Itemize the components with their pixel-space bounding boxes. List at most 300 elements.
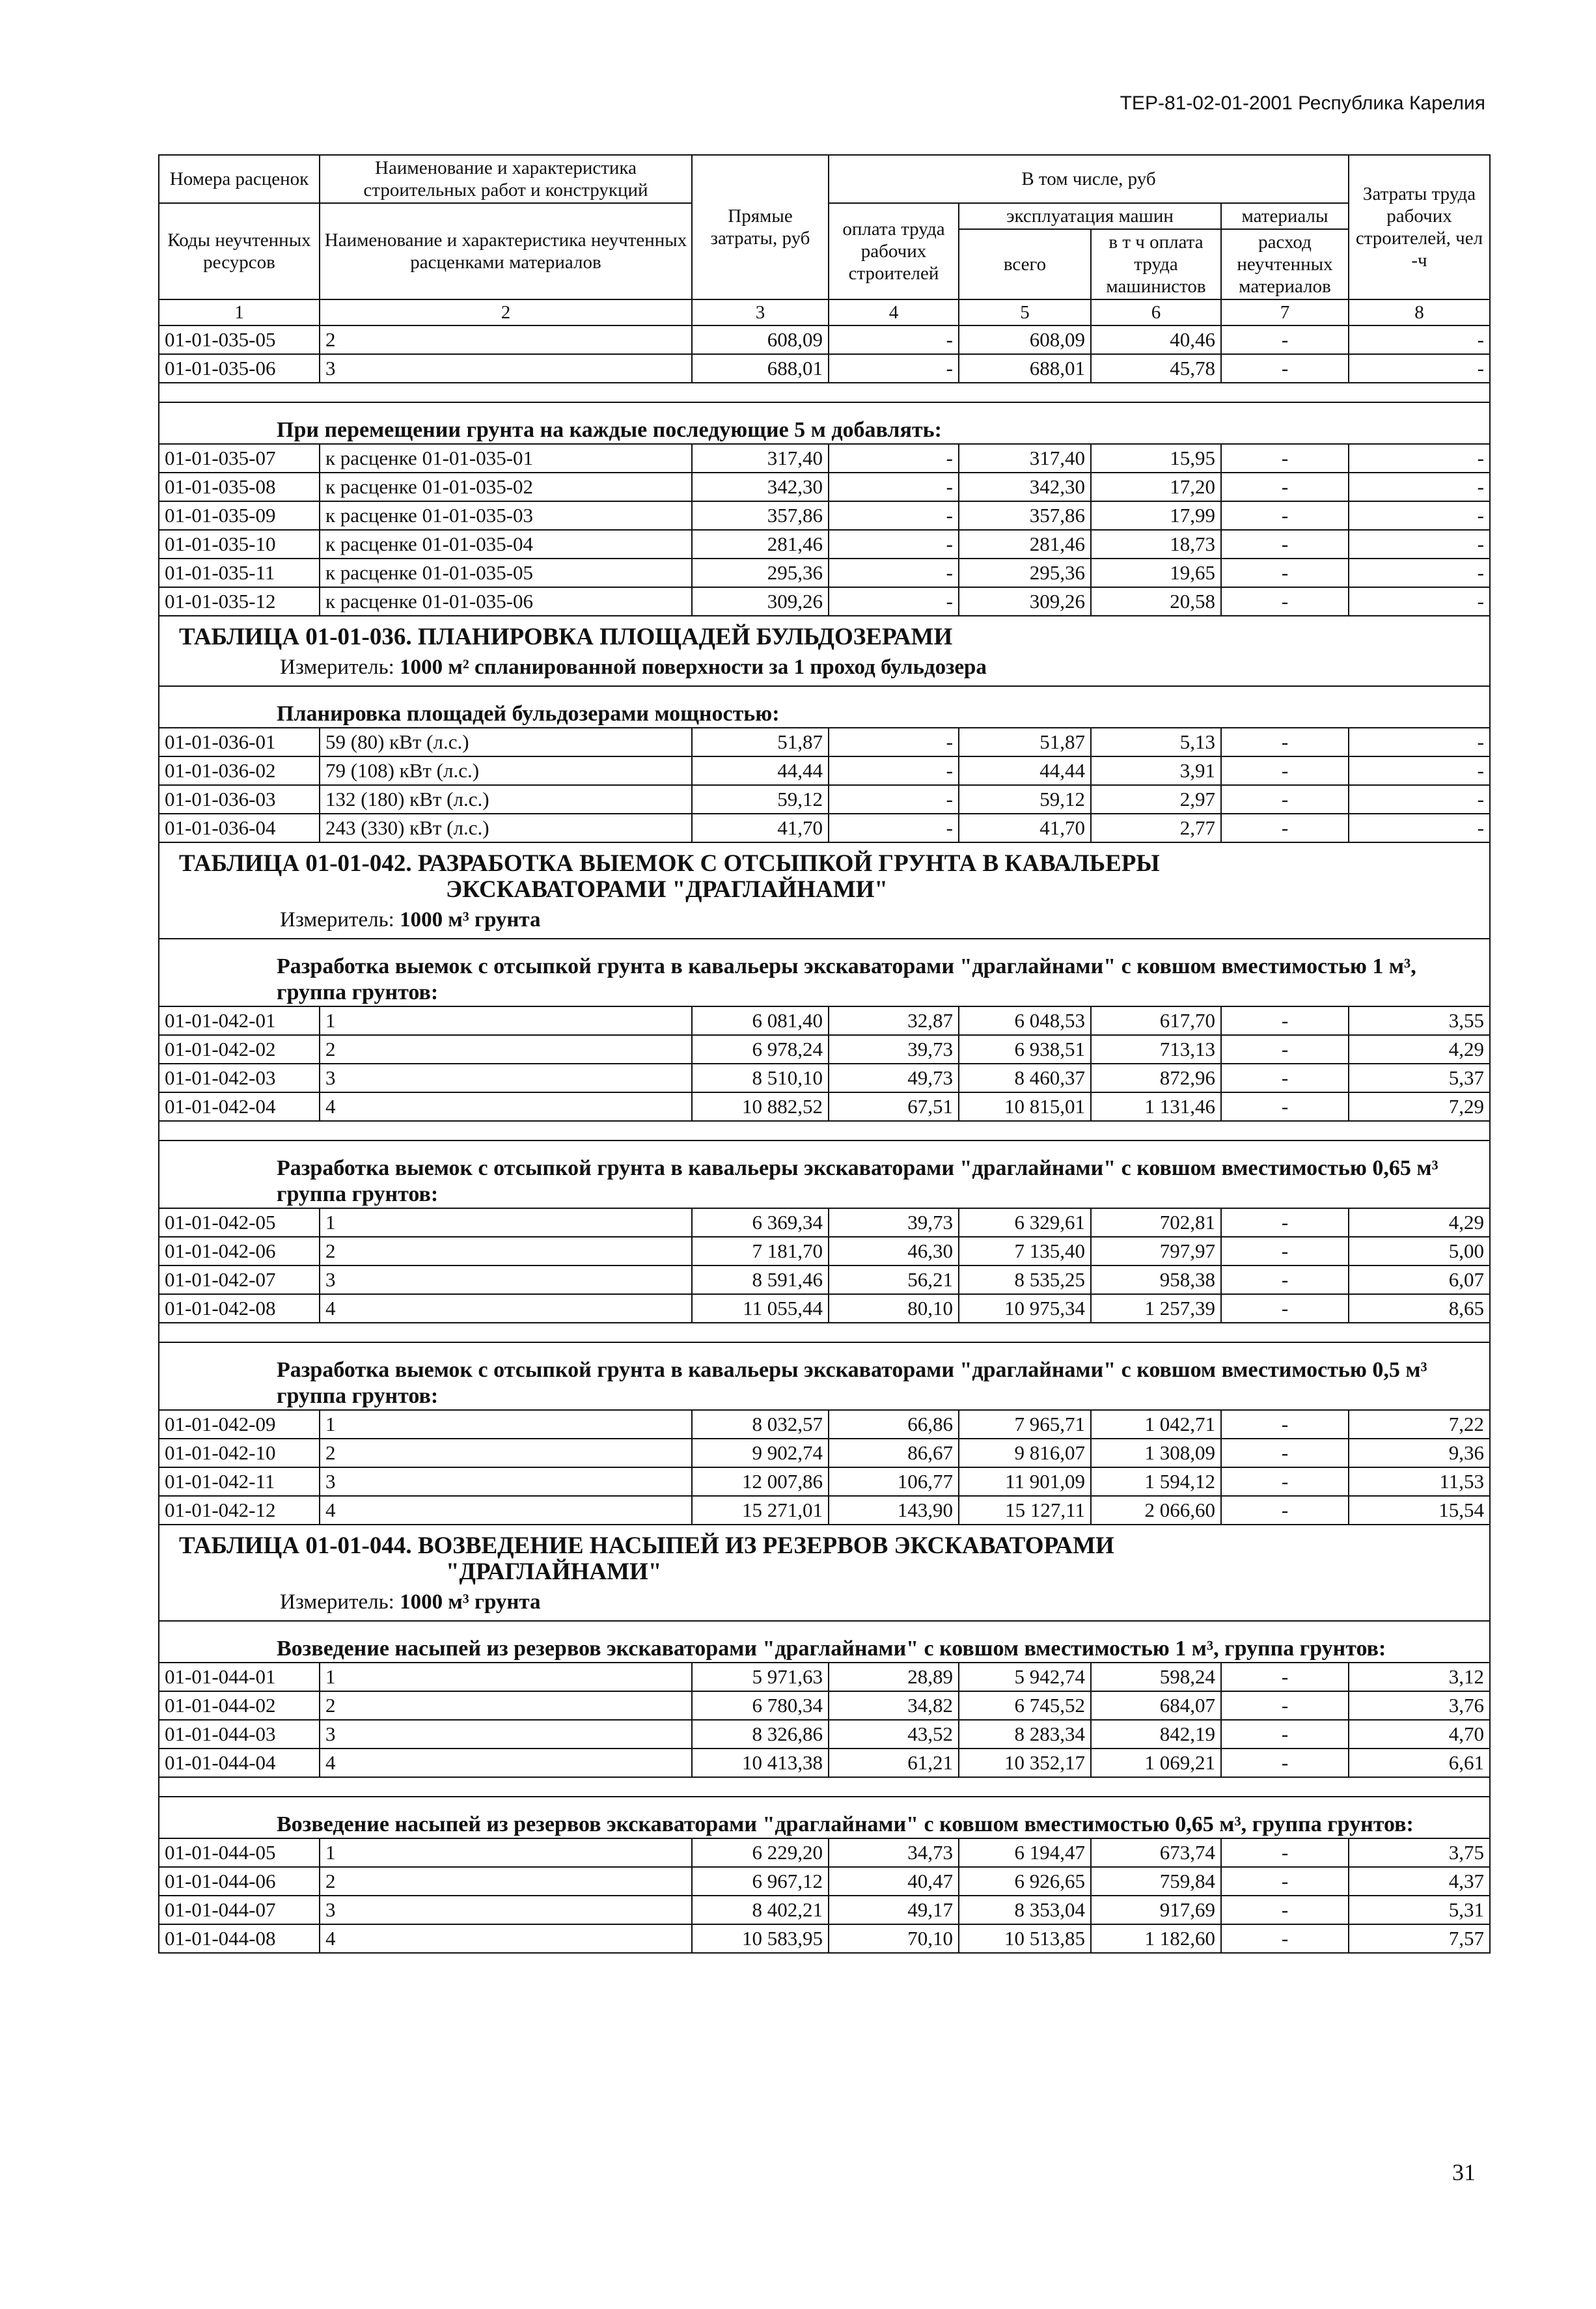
rate-code-cell: 01-01-044-06 [159,1867,320,1896]
materials-usage-cell: - [1221,785,1349,814]
machines-total-cell: 6 745,52 [959,1691,1091,1720]
col-index: 8 [1349,299,1490,325]
machines-total-cell: 10 352,17 [959,1749,1091,1777]
section-subtitle-cell [159,939,1490,1006]
table-row [159,530,1490,559]
labor-costs-cell: 4,37 [1349,1867,1490,1896]
workers-pay-cell: - [829,785,959,814]
operators-pay-cell: 19,65 [1091,559,1221,587]
materials-usage-cell: - [1221,1867,1349,1896]
machines-total-cell: 7 965,71 [959,1410,1091,1439]
workers-pay-cell: 86,67 [829,1439,959,1467]
table-row [159,728,1490,756]
operators-pay-cell: 917,69 [1091,1896,1221,1924]
table-row [159,1496,1490,1525]
direct-costs-cell: 309,26 [692,587,829,616]
rate-code-cell: 01-01-042-09 [159,1410,320,1439]
machines-total-cell: 6 048,53 [959,1006,1091,1035]
direct-costs-cell: 281,46 [692,530,829,559]
section-subtitle-cell [159,686,1490,728]
materials-usage-cell: - [1221,473,1349,501]
measure-unit [179,1585,1489,1620]
table-title: ТАБЛИЦА 01-01-042. РАЗРАБОТКА ВЫЕМОК С ОТСЫПКОЙ ГРУНТА В КАВАЛЬЕРЫ [179,850,1160,877]
direct-costs-cell: 317,40 [692,444,829,473]
table-row [159,1237,1490,1265]
direct-costs-cell: 59,12 [692,785,829,814]
rate-code-cell: 01-01-044-07 [159,1896,320,1924]
machines-total-cell: 6 938,51 [959,1035,1091,1064]
labor-costs-cell: - [1349,587,1490,616]
workers-pay-cell: - [829,559,959,587]
measure-unit [179,903,1489,938]
machines-total-cell: 10 975,34 [959,1294,1091,1323]
labor-costs-cell: 7,29 [1349,1092,1490,1121]
work-name-cell: 79 (108) кВт (л.с.) [320,756,692,785]
labor-costs-cell: 8,65 [1349,1294,1490,1323]
labor-costs-cell: - [1349,785,1490,814]
materials-usage-cell: - [1221,1691,1349,1720]
operators-pay-cell: 713,13 [1091,1035,1221,1064]
section-subtitle-row [159,1621,1490,1663]
col-resource-codes-header: Коды неучтенных ресурсов [159,203,320,299]
work-name-cell: к расценке 01-01-035-04 [320,530,692,559]
labor-costs-cell: 3,12 [1349,1663,1490,1691]
work-name-cell: 4 [320,1294,692,1323]
work-name-cell: 3 [320,1265,692,1294]
operators-pay-cell: 673,74 [1091,1838,1221,1867]
direct-costs-cell: 6 978,24 [692,1035,829,1064]
table-row [159,756,1490,785]
table-row [159,1691,1490,1720]
workers-pay-cell: - [829,473,959,501]
table-title: ТАБЛИЦА 01-01-044. ВОЗВЕДЕНИЕ НАСЫПЕЙ ИЗ РЕЗЕРВОВ ЭКСКАВАТОРАМИ [179,1532,1114,1559]
materials-usage-cell: - [1221,1838,1349,1867]
rate-code-cell: 01-01-035-08 [159,473,320,501]
rate-code-cell: 01-01-042-06 [159,1237,320,1265]
machines-total-cell: 7 135,40 [959,1237,1091,1265]
operators-pay-cell: 17,99 [1091,501,1221,530]
operators-pay-cell: 15,95 [1091,444,1221,473]
workers-pay-cell: - [829,530,959,559]
work-name-cell: 1 [320,1663,692,1691]
work-name-cell: 3 [320,1896,692,1924]
section-subtitle-cell [159,1141,1490,1208]
direct-costs-cell: 6 780,34 [692,1691,829,1720]
col-materials-header: материалы [1221,203,1349,229]
materials-usage-cell: - [1221,1496,1349,1525]
labor-costs-cell: 6,61 [1349,1749,1490,1777]
labor-costs-cell: - [1349,756,1490,785]
work-name-cell: 3 [320,1467,692,1496]
work-name-cell: 1 [320,1838,692,1867]
materials-usage-cell: - [1221,354,1349,383]
rate-code-cell: 01-01-042-12 [159,1496,320,1525]
direct-costs-cell: 688,01 [692,354,829,383]
labor-costs-cell: 7,57 [1349,1924,1490,1953]
workers-pay-cell: - [829,728,959,756]
table-title: ТАБЛИЦА 01-01-036. ПЛАНИРОВКА ПЛОЩАДЕЙ БУЛЬДОЗЕРАМИ [179,624,953,650]
table-row [159,814,1490,842]
direct-costs-cell: 295,36 [692,559,829,587]
workers-pay-cell: - [829,325,959,354]
machines-total-cell: 281,46 [959,530,1091,559]
table-row [159,1410,1490,1439]
work-name-cell: 1 [320,1410,692,1439]
machines-total-cell: 6 926,65 [959,1867,1091,1896]
operators-pay-cell: 1 182,60 [1091,1924,1221,1953]
col-workers-pay-header: оплата труда рабочих строителей [829,203,959,299]
work-name-cell: 4 [320,1749,692,1777]
spacer-cell [159,383,1490,402]
machines-total-cell: 44,44 [959,756,1091,785]
rate-code-cell: 01-01-042-11 [159,1467,320,1496]
operators-pay-cell: 20,58 [1091,587,1221,616]
machines-total-cell: 6 329,61 [959,1208,1091,1237]
direct-costs-cell: 8 510,10 [692,1064,829,1092]
workers-pay-cell: 49,17 [829,1896,959,1924]
table-row [159,473,1490,501]
operators-pay-cell: 958,38 [1091,1265,1221,1294]
materials-usage-cell: - [1221,1924,1349,1953]
machines-total-cell: 608,09 [959,325,1091,354]
work-name-cell: 243 (330) кВт (л.с.) [320,814,692,842]
labor-costs-cell: 9,36 [1349,1439,1490,1467]
labor-costs-cell: 4,70 [1349,1720,1490,1749]
labor-costs-cell: - [1349,473,1490,501]
col-group-header: В том числе, руб [829,155,1349,203]
operators-pay-cell: 759,84 [1091,1867,1221,1896]
labor-costs-cell: - [1349,325,1490,354]
measure-value: 1000 м² спланированной поверхности за 1 проход бульдозера [400,656,987,679]
section-subtitle-cell [159,402,1490,444]
workers-pay-cell: 46,30 [829,1237,959,1265]
table-header [159,155,1490,325]
workers-pay-cell: - [829,501,959,530]
rate-code-cell: 01-01-042-08 [159,1294,320,1323]
materials-usage-cell: - [1221,1749,1349,1777]
rate-code-cell: 01-01-044-01 [159,1663,320,1691]
materials-usage-cell: - [1221,1092,1349,1121]
table-title-continuation: ЭКСКАВАТОРАМИ "ДРАГЛАЙНАМИ" [446,876,888,903]
direct-costs-cell: 6 967,12 [692,1867,829,1896]
operators-pay-cell: 598,24 [1091,1663,1221,1691]
machines-total-cell: 15 127,11 [959,1496,1091,1525]
workers-pay-cell: 40,47 [829,1867,959,1896]
col-materials-name-header: Наименование и характеристика неучтенных расценками материалов [320,203,692,299]
work-name-cell: 4 [320,1092,692,1121]
work-name-cell: 59 (80) кВт (л.с.) [320,728,692,756]
table-row [159,1867,1490,1896]
operators-pay-cell: 702,81 [1091,1208,1221,1237]
operators-pay-cell: 1 308,09 [1091,1439,1221,1467]
direct-costs-cell: 51,87 [692,728,829,756]
col-index: 2 [320,299,692,325]
table-title-row [159,1525,1490,1621]
rate-code-cell: 01-01-036-01 [159,728,320,756]
rate-code-cell: 01-01-035-12 [159,587,320,616]
work-name-cell: к расценке 01-01-035-05 [320,559,692,587]
labor-costs-cell: - [1349,444,1490,473]
direct-costs-cell: 6 369,34 [692,1208,829,1237]
section-subtitle-row [159,939,1490,1006]
materials-usage-cell: - [1221,1265,1349,1294]
section-spacer [159,383,1490,402]
section-spacer [159,1323,1490,1342]
col-labor-costs-header: Затраты труда рабочих строителей, чел -ч [1349,155,1490,299]
materials-usage-cell: - [1221,1467,1349,1496]
workers-pay-cell: 28,89 [829,1663,959,1691]
section-subtitle: Разработка выемок с отсыпкой грунта в кавальеры экскаваторами "драглайнами" с ковшом вместимостью 0,65 м³ группа грунтов: [277,1156,1438,1206]
machines-total-cell: 342,30 [959,473,1091,501]
operators-pay-cell: 797,97 [1091,1237,1221,1265]
measure-label: Измеритель: [280,656,394,679]
materials-usage-cell: - [1221,1896,1349,1924]
operators-pay-cell: 3,91 [1091,756,1221,785]
direct-costs-cell: 10 882,52 [692,1092,829,1121]
workers-pay-cell: - [829,587,959,616]
operators-pay-cell: 684,07 [1091,1691,1221,1720]
table-title-block [159,616,1489,685]
machines-total-cell: 51,87 [959,728,1091,756]
table-row [159,1294,1490,1323]
table-row [159,1035,1490,1064]
machines-total-cell: 8 460,37 [959,1064,1091,1092]
col-direct-costs-header: Прямые затраты, руб [692,155,829,299]
section-subtitle: При перемещении грунта на каждые последующие 5 м добавлять: [277,418,942,442]
materials-usage-cell: - [1221,587,1349,616]
workers-pay-cell: 39,73 [829,1035,959,1064]
operators-pay-cell: 1 131,46 [1091,1092,1221,1121]
materials-usage-cell: - [1221,1410,1349,1439]
table-title-continuation: "ДРАГЛАЙНАМИ" [446,1558,662,1585]
col-operators-pay-header: в т ч оплата труда машинистов [1091,229,1221,299]
work-name-cell: 2 [320,1035,692,1064]
work-name-cell: 3 [320,1064,692,1092]
table-row [159,1006,1490,1035]
workers-pay-cell: 66,86 [829,1410,959,1439]
measure-value: 1000 м³ грунта [400,1590,541,1614]
workers-pay-cell: 61,21 [829,1749,959,1777]
materials-usage-cell: - [1221,1208,1349,1237]
materials-usage-cell: - [1221,1064,1349,1092]
direct-costs-cell: 9 902,74 [692,1439,829,1467]
direct-costs-cell: 8 326,86 [692,1720,829,1749]
operators-pay-cell: 872,96 [1091,1064,1221,1092]
machines-total-cell: 8 535,25 [959,1265,1091,1294]
rate-code-cell: 01-01-044-02 [159,1691,320,1720]
machines-total-cell: 317,40 [959,444,1091,473]
workers-pay-cell: - [829,814,959,842]
operators-pay-cell: 1 069,21 [1091,1749,1221,1777]
direct-costs-cell: 12 007,86 [692,1467,829,1496]
labor-costs-cell: 6,07 [1349,1265,1490,1294]
work-name-cell: к расценке 01-01-035-01 [320,444,692,473]
table-row [159,1467,1490,1496]
table-title-row [159,616,1490,686]
spacer-cell [159,1323,1490,1342]
col-index: 6 [1091,299,1221,325]
operators-pay-cell: 842,19 [1091,1720,1221,1749]
section-subtitle-row [159,1342,1490,1410]
materials-usage-cell: - [1221,1663,1349,1691]
operators-pay-cell: 2,97 [1091,785,1221,814]
rate-code-cell: 01-01-035-11 [159,559,320,587]
labor-costs-cell: 3,76 [1349,1691,1490,1720]
operators-pay-cell: 17,20 [1091,473,1221,501]
table-row [159,1720,1490,1749]
section-subtitle-cell [159,1342,1490,1410]
table-row [159,354,1490,383]
labor-costs-cell: 5,31 [1349,1896,1490,1924]
labor-costs-cell: - [1349,530,1490,559]
operators-pay-cell: 617,70 [1091,1006,1221,1035]
section-subtitle: Разработка выемок с отсыпкой грунта в кавальеры экскаваторами "драглайнами" с ковшом вместимостью 1 м³, группа грунтов: [277,954,1416,1004]
machines-total-cell: 11 901,09 [959,1467,1091,1496]
direct-costs-cell: 41,70 [692,814,829,842]
rate-code-cell: 01-01-035-09 [159,501,320,530]
table-row [159,1663,1490,1691]
rate-code-cell: 01-01-042-01 [159,1006,320,1035]
rate-code-cell: 01-01-035-05 [159,325,320,354]
rate-code-cell: 01-01-035-06 [159,354,320,383]
materials-usage-cell: - [1221,814,1349,842]
workers-pay-cell: 70,10 [829,1924,959,1953]
workers-pay-cell: 39,73 [829,1208,959,1237]
materials-usage-cell: - [1221,1720,1349,1749]
machines-total-cell: 6 194,47 [959,1838,1091,1867]
rate-code-cell: 01-01-042-02 [159,1035,320,1064]
section-subtitle-row [159,686,1490,728]
table-row [159,1092,1490,1121]
machines-total-cell: 8 283,34 [959,1720,1091,1749]
operators-pay-cell: 40,46 [1091,325,1221,354]
labor-costs-cell: 3,75 [1349,1838,1490,1867]
machines-total-cell: 357,86 [959,501,1091,530]
workers-pay-cell: 34,82 [829,1691,959,1720]
workers-pay-cell: 49,73 [829,1064,959,1092]
spacer-cell [159,1777,1490,1797]
table-row [159,1439,1490,1467]
document-header: ТЕР-81-02-01-2001 Республика Карелия [1120,92,1485,114]
rate-code-cell: 01-01-036-04 [159,814,320,842]
table-title-cell [159,842,1490,939]
rate-code-cell: 01-01-042-10 [159,1439,320,1467]
work-name-cell: 3 [320,354,692,383]
operators-pay-cell: 1 257,39 [1091,1294,1221,1323]
labor-costs-cell: - [1349,354,1490,383]
work-name-cell: 4 [320,1924,692,1953]
labor-costs-cell: 4,29 [1349,1208,1490,1237]
workers-pay-cell: 34,73 [829,1838,959,1867]
labor-costs-cell: 11,53 [1349,1467,1490,1496]
work-name-cell: 1 [320,1006,692,1035]
direct-costs-cell: 8 032,57 [692,1410,829,1439]
measure-label: Измеритель: [280,1590,394,1614]
materials-usage-cell: - [1221,444,1349,473]
direct-costs-cell: 11 055,44 [692,1294,829,1323]
direct-costs-cell: 5 971,63 [692,1663,829,1691]
measure-value: 1000 м³ грунта [400,908,541,932]
col-index: 4 [829,299,959,325]
workers-pay-cell: - [829,756,959,785]
table-title-row [159,842,1490,939]
machines-total-cell: 59,12 [959,785,1091,814]
direct-costs-cell: 15 271,01 [692,1496,829,1525]
section-subtitle: Возведение насыпей из резервов экскаваторами "драглайнами" с ковшом вместимостью 1 м³, группа грунтов: [277,1637,1386,1661]
workers-pay-cell: - [829,354,959,383]
labor-costs-cell: - [1349,501,1490,530]
section-spacer [159,1121,1490,1141]
workers-pay-cell: 80,10 [829,1294,959,1323]
section-subtitle: Планировка площадей бульдозерами мощностью: [277,702,780,726]
workers-pay-cell: 67,51 [829,1092,959,1121]
rate-code-cell: 01-01-044-08 [159,1924,320,1953]
workers-pay-cell: 143,90 [829,1496,959,1525]
labor-costs-cell: 4,29 [1349,1035,1490,1064]
col-index: 5 [959,299,1091,325]
col-rate-number-header: Номера расценок [159,155,320,203]
direct-costs-cell: 8 591,46 [692,1265,829,1294]
work-name-cell: 132 (180) кВт (л.с.) [320,785,692,814]
rate-code-cell: 01-01-042-03 [159,1064,320,1092]
table-title-cell [159,616,1490,686]
machines-total-cell: 41,70 [959,814,1091,842]
labor-costs-cell: - [1349,814,1490,842]
table-title-cell [159,1525,1490,1621]
table-title-block [159,1525,1489,1620]
rate-code-cell: 01-01-044-04 [159,1749,320,1777]
table-row [159,1838,1490,1867]
materials-usage-cell: - [1221,1006,1349,1035]
rate-code-cell: 01-01-035-07 [159,444,320,473]
rate-code-cell: 01-01-042-07 [159,1265,320,1294]
operators-pay-cell: 1 042,71 [1091,1410,1221,1439]
labor-costs-cell: 3,55 [1349,1006,1490,1035]
materials-usage-cell: - [1221,501,1349,530]
table-row [159,1265,1490,1294]
labor-costs-cell: 15,54 [1349,1496,1490,1525]
materials-usage-cell: - [1221,728,1349,756]
col-materials-usage-header: расход неучтенных материалов [1221,229,1349,299]
col-index: 1 [159,299,320,325]
col-machines-header: эксплуатация машин [959,203,1221,229]
rate-code-cell: 01-01-044-05 [159,1838,320,1867]
direct-costs-cell: 342,30 [692,473,829,501]
labor-costs-cell: - [1349,559,1490,587]
work-name-cell: 2 [320,1691,692,1720]
work-name-cell: к расценке 01-01-035-02 [320,473,692,501]
work-name-cell: к расценке 01-01-035-03 [320,501,692,530]
table-row [159,587,1490,616]
labor-costs-cell: 5,37 [1349,1064,1490,1092]
direct-costs-cell: 10 583,95 [692,1924,829,1953]
spacer-cell [159,1121,1490,1141]
labor-costs-cell: 5,00 [1349,1237,1490,1265]
table-row [159,1924,1490,1953]
materials-usage-cell: - [1221,1237,1349,1265]
materials-usage-cell: - [1221,559,1349,587]
section-subtitle-cell [159,1621,1490,1663]
workers-pay-cell: - [829,444,959,473]
col-machines-total-header: всего [959,229,1091,299]
operators-pay-cell: 1 594,12 [1091,1467,1221,1496]
work-name-cell: 2 [320,325,692,354]
operators-pay-cell: 5,13 [1091,728,1221,756]
rate-code-cell: 01-01-036-03 [159,785,320,814]
section-subtitle: Разработка выемок с отсыпкой грунта в кавальеры экскаваторами "драглайнами" с ковшом вместимостью 0,5 м³ группа грунтов: [277,1358,1427,1408]
table-body [159,325,1490,1953]
machines-total-cell: 295,36 [959,559,1091,587]
